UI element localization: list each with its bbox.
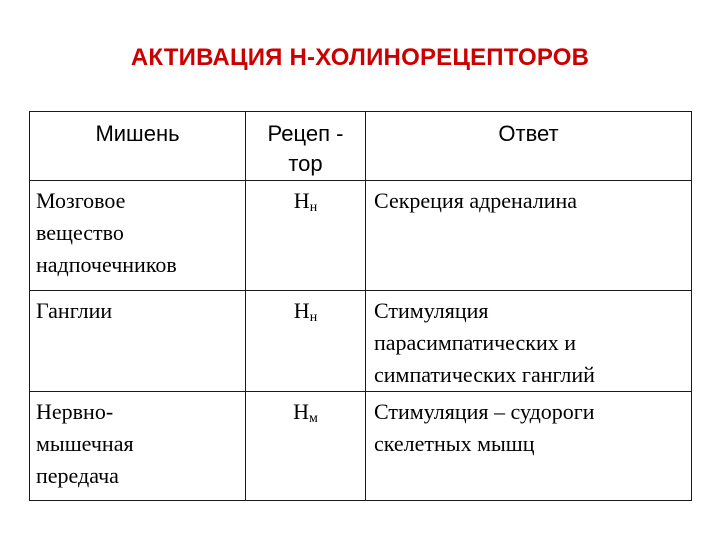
target-text: Нервно- мышечная передача bbox=[36, 399, 134, 488]
target-cell bbox=[30, 181, 246, 291]
receptor-cell bbox=[246, 181, 366, 291]
receptor-subscript: м bbox=[309, 411, 318, 426]
response-text: Стимуляция парасимпатических и симпатических ганглий bbox=[374, 298, 595, 387]
receptor-subscript: н bbox=[309, 310, 318, 325]
response-text: Стимуляция – судороги скелетных мышц bbox=[374, 399, 595, 456]
receptor-symbol bbox=[246, 392, 365, 435]
header-target-cell bbox=[30, 112, 246, 181]
receptor-cell bbox=[246, 392, 366, 501]
target-text: Ганглии bbox=[36, 298, 113, 323]
header-response: Ответ bbox=[498, 121, 559, 146]
receptor-symbol bbox=[246, 181, 365, 224]
target-cell bbox=[30, 392, 246, 501]
receptor-base: Н bbox=[293, 188, 310, 213]
target-text: Мозговое вещество надпочечников bbox=[36, 188, 177, 277]
slide-title: АКТИВАЦИЯ Н-ХОЛИНОРЕЦЕПТОРОВ bbox=[130, 44, 590, 71]
receptor-base: Н bbox=[293, 399, 310, 424]
receptor-subscript: н bbox=[309, 200, 318, 215]
header-target: Мишень bbox=[95, 121, 180, 146]
table-header-row bbox=[30, 112, 692, 181]
table-row bbox=[30, 291, 692, 392]
header-receptor-cell bbox=[246, 112, 366, 181]
table-row bbox=[30, 181, 692, 291]
header-receptor: Рецеп - тор bbox=[267, 121, 344, 176]
receptor-symbol bbox=[246, 291, 365, 334]
receptor-table bbox=[29, 111, 692, 501]
target-cell bbox=[30, 291, 246, 392]
table-row bbox=[30, 392, 692, 501]
receptor-base: Н bbox=[293, 298, 310, 323]
response-cell bbox=[366, 392, 692, 501]
response-cell bbox=[366, 291, 692, 392]
response-text: Секреция адреналина bbox=[374, 188, 578, 213]
response-cell bbox=[366, 181, 692, 291]
header-response-cell bbox=[366, 112, 692, 181]
receptor-cell bbox=[246, 291, 366, 392]
